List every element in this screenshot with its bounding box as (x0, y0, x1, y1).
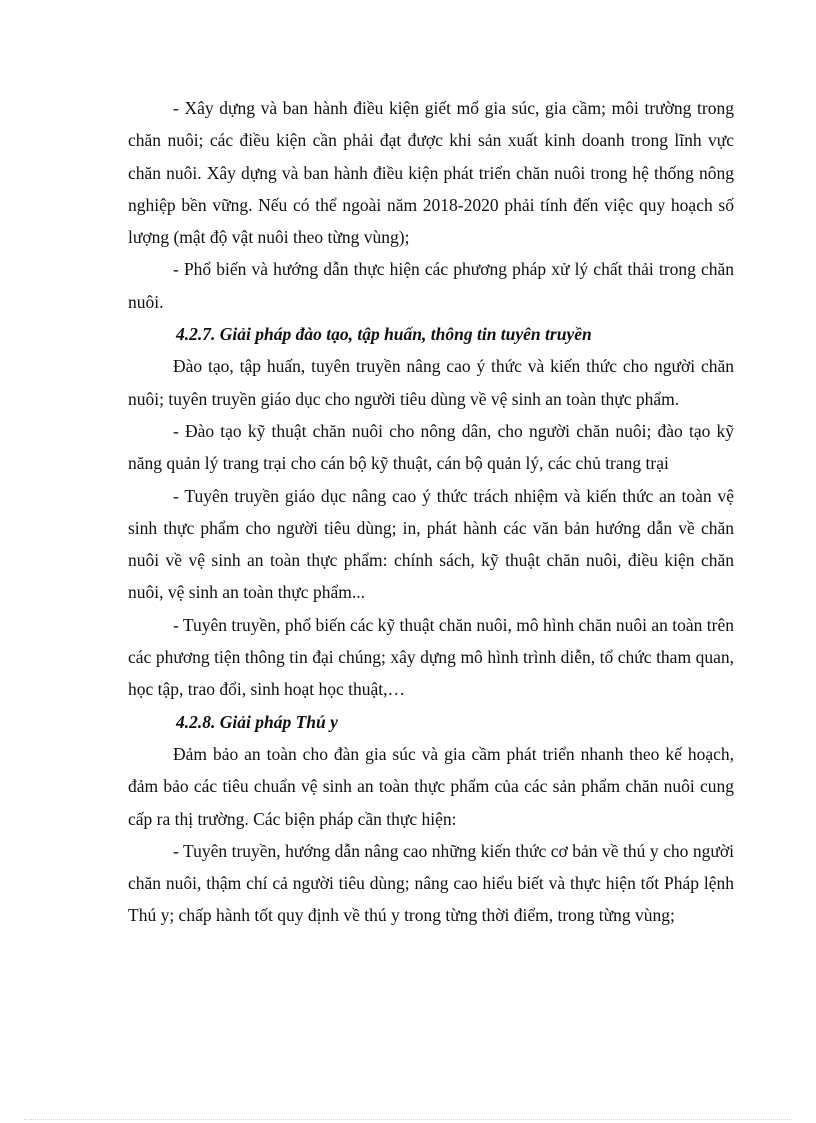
section-heading-veterinary: 4.2.8. Giải pháp Thú y (176, 711, 338, 732)
paragraph-veterinary-guidance: - Tuyên truyền, hướng dẫn nâng cao những kiến thức cơ bản về thú y cho người chăn nuôi, thậm chí cả người tiêu dùng; nâng cao hiểu biết và thực hiện tốt Pháp lệnh Thú y; chấp hành tốt quy định về thú y trong từng thời điểm, trong từng vùng; (128, 840, 734, 926)
paragraph-slaughter-conditions: - Xây dựng và ban hành điều kiện giết mổ gia súc, gia cầm; môi trường trong chăn nuôi; các điều kiện cần phải đạt được khi sản xuất kinh doanh trong lĩnh vực chăn nuôi. Xây dựng và ban hành điều kiện phát triển chăn nuôi trong hệ thống nông nghiệp bền vững. Nếu có thể ngoài năm 2018-2020 phải tính đến việc quy hoạch số lượng (mật độ vật nuôi theo từng vùng); (128, 98, 734, 248)
paragraph-veterinary-intro: Đảm bảo an toàn cho đàn gia súc và gia cầm phát triển nhanh theo kế hoạch, đảm bảo các tiêu chuẩn vệ sinh an toàn thực phẩm của các sản phẩm chăn nuôi cung cấp ra thị trường. Các biện pháp cần thực hiện: (128, 743, 734, 829)
page-bottom-divider (24, 1119, 792, 1120)
paragraph-training-intro: Đào tạo, tập huấn, tuyên truyền nâng cao ý thức và kiến thức cho người chăn nuôi; tuyên truyền giáo dục cho người tiêu dùng về vệ sinh an toàn thực phẩm. (128, 356, 734, 409)
paragraph-waste-treatment: - Phổ biến và hướng dẫn thực hiện các phương pháp xử lý chất thải trong chăn nuôi. (128, 259, 734, 312)
paragraph-food-safety-awareness: - Tuyên truyền giáo dục nâng cao ý thức trách nhiệm và kiến thức an toàn vệ sinh thực phẩm cho người tiêu dùng; in, phát hành các văn bản hướng dẫn về chăn nuôi về vệ sinh an toàn thực phẩm: chính sách, kỹ thuật chăn nuôi, điều kiện chăn nuôi, vệ sinh an toàn thực phẩm... (128, 485, 734, 603)
paragraph-technical-training: - Đào tạo kỹ thuật chăn nuôi cho nông dân, cho người chăn nuôi; đào tạo kỹ năng quản lý trang trại cho cán bộ kỹ thuật, cán bộ quản lý, các chủ trang trại (128, 420, 734, 474)
paragraph-media-dissemination: - Tuyên truyền, phổ biến các kỹ thuật chăn nuôi, mô hình chăn nuôi an toàn trên các phương tiện thông tin đại chúng; xây dựng mô hình trình diễn, tổ chức tham quan, học tập, trao đổi, sinh hoạt học thuật,… (128, 614, 734, 700)
section-heading-training: 4.2.7. Giải pháp đào tạo, tập huấn, thông tin tuyên truyền (176, 324, 592, 345)
document-body (128, 92, 734, 932)
